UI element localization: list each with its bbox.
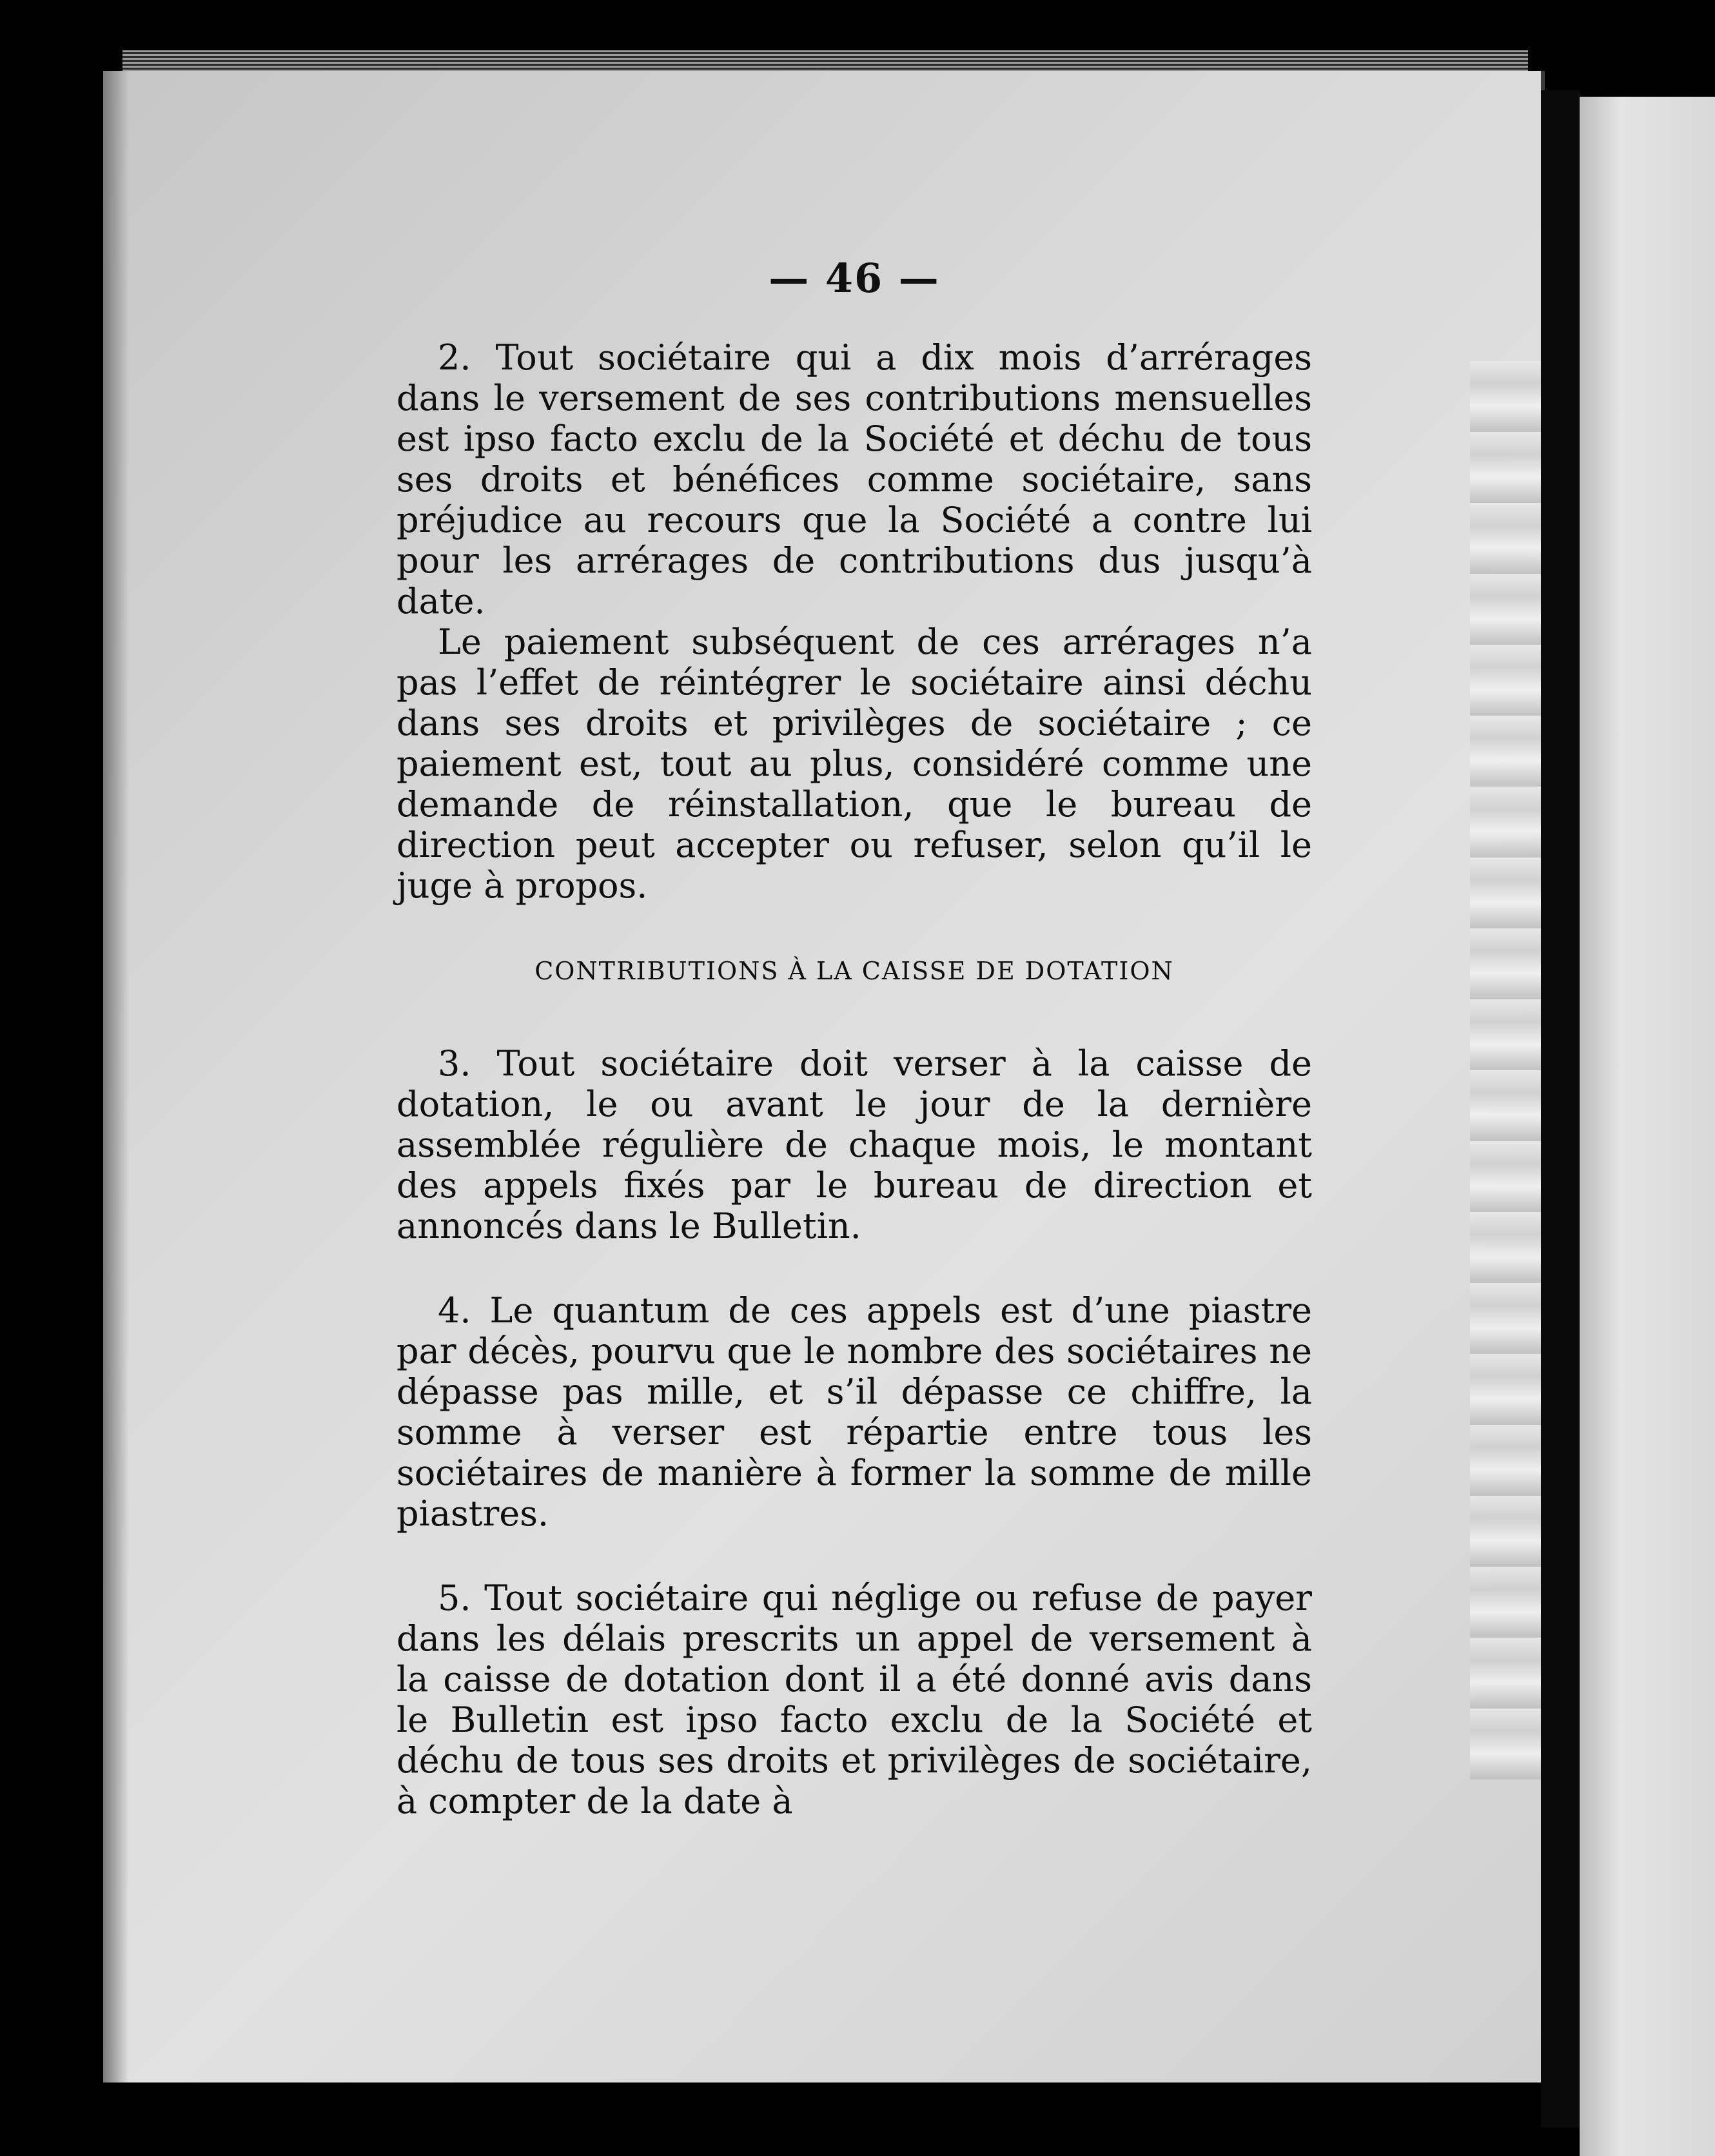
paragraph-article-2: 2. Tout sociétaire qui a dix mois d’arrérages dans le versement de ses contributions mensuelles est ipso facto exclu de la Société et déchu de tous ses droits et bénéfices comme sociétaire, sans préjudice au recours que la Société a contre lui pour les arrérages de contributions dus jusqu’à date. — [397, 337, 1312, 622]
page-number: — 46 — — [769, 255, 940, 302]
torn-page-edge — [1470, 361, 1541, 1779]
paragraph-article-4: 4. Le quantum de ces appels est d’une piastre par décès, pourvu que le nombre des sociétaires ne dépasse pas mille, et s’il dépasse ce chiffre, la somme à verser est répartie entre tous les sociétaires de manière à former la somme de mille piastres. — [397, 1290, 1312, 1534]
adjacent-page — [1580, 97, 1715, 2156]
section-heading: CONTRIBUTIONS À LA CAISSE DE DOTATION — [534, 957, 1174, 985]
book-gutter — [1541, 90, 1580, 2128]
paragraph-article-3: 3. Tout sociétaire doit verser à la caisse de dotation, le ou avant le jour de la dernière assemblée régulière de chaque mois, le montant des appels fixés par le bureau de direction et annoncés dans le Bulletin. — [397, 1043, 1312, 1246]
paragraph-article-2-continued: Le paiement subséquent de ces arrérages n’a pas l’effet de réintégrer le sociétaire ainsi déchu dans ses droits et privilèges de sociétaire ; ce paiement est, tout au plus, considéré comme une demande de réinstallation, que le bureau de direction peut accepter ou refuser, selon qu’il le juge à propos. — [397, 622, 1312, 906]
paragraph-article-5: 5. Tout sociétaire qui néglige ou refuse de payer dans les délais prescrits un appel de versement à la caisse de dotation dont il a été donné avis dans le Bulletin est ipso facto exclu de la Société et déchu de tous ses droits et privilèges de sociétaire, à compter de la date à — [397, 1578, 1312, 1821]
page-shadow — [103, 71, 129, 2082]
paragraph-gap — [397, 1246, 1312, 1290]
paragraph-gap — [397, 1534, 1312, 1578]
page-content — [397, 255, 1312, 1821]
